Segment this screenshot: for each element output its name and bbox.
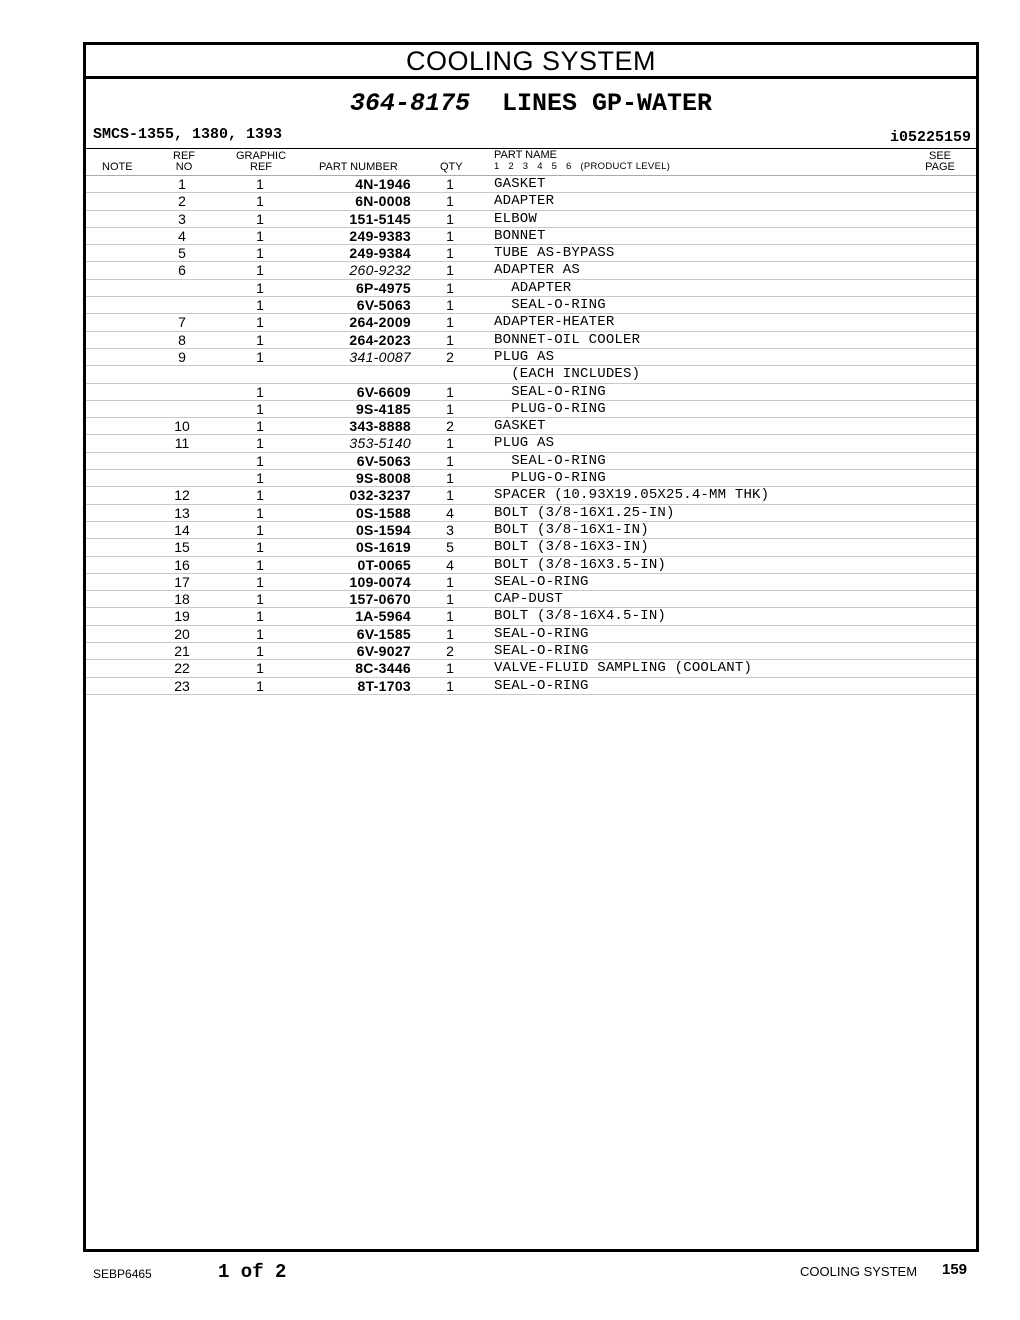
- qty: 1: [446, 262, 454, 279]
- part-number[interactable]: 6V-5063: [356, 452, 411, 469]
- part-number[interactable]: 6V-6609: [356, 383, 411, 400]
- ref-no: 10: [174, 418, 190, 435]
- part-number[interactable]: 249-9384: [349, 245, 411, 262]
- part-name: CAP-DUST: [494, 591, 563, 608]
- graphic-ref: 1: [256, 608, 264, 625]
- column-headers: [86, 149, 976, 176]
- ref-no: 6: [178, 262, 186, 279]
- part-number[interactable]: 9S-4185: [355, 400, 411, 417]
- section-title: COOLING SYSTEM: [86, 45, 976, 79]
- table-row: [86, 418, 976, 435]
- ref-no: 11: [174, 435, 190, 452]
- graphic-ref: 1: [256, 245, 264, 262]
- ref-no: 13: [174, 504, 190, 521]
- qty: 1: [446, 193, 454, 210]
- qty: 4: [446, 556, 454, 573]
- qty: 1: [446, 591, 454, 608]
- part-name: VALVE-FLUID SAMPLING (COOLANT): [494, 660, 753, 677]
- qty: 1: [446, 245, 454, 262]
- col-graphic-line1: GRAPHIC: [235, 150, 287, 162]
- part-name: SEAL-O-RING: [494, 297, 606, 314]
- graphic-ref: 1: [256, 573, 264, 590]
- table-row: [86, 366, 976, 383]
- footer-page-of: 1 of 2: [218, 1261, 287, 1283]
- table-row: [86, 608, 976, 625]
- part-name: GASKET: [494, 418, 546, 435]
- part-name: SEAL-O-RING: [494, 573, 589, 590]
- ref-no: 20: [174, 625, 190, 642]
- part-number[interactable]: 260-9232: [349, 262, 411, 279]
- part-number[interactable]: 0S-1594: [355, 521, 411, 538]
- ref-no: 1: [178, 176, 186, 192]
- graphic-ref: 1: [256, 383, 264, 400]
- qty: 1: [446, 660, 454, 677]
- part-name: BOLT (3/8-16X1-IN): [494, 521, 649, 538]
- qty: 1: [446, 314, 454, 331]
- part-name: BONNET: [494, 227, 546, 244]
- part-number[interactable]: 0S-1619: [355, 539, 411, 556]
- graphic-ref: 1: [256, 660, 264, 677]
- part-name: SEAL-O-RING: [494, 383, 606, 400]
- part-name: BOLT (3/8-16X3-IN): [494, 539, 649, 556]
- col-ref-line1: REF: [173, 150, 195, 162]
- part-number[interactable]: 109-0074: [349, 573, 411, 590]
- part-name: SPACER (10.93X19.05X25.4-MM THK): [494, 487, 770, 504]
- qty: 1: [446, 677, 454, 694]
- part-name: BONNET-OIL COOLER: [494, 331, 641, 348]
- ref-no: 7: [178, 314, 186, 331]
- graphic-ref: 1: [256, 521, 264, 538]
- graphic-ref: 1: [256, 348, 264, 365]
- ref-no: 2: [178, 193, 186, 210]
- table-row: [86, 626, 976, 643]
- part-name: BOLT (3/8-16X3.5-IN): [494, 556, 667, 573]
- col-part-name: PART NAME: [494, 149, 557, 161]
- table-row: [86, 591, 976, 608]
- table-row: [86, 539, 976, 556]
- part-number[interactable]: 249-9383: [349, 227, 411, 244]
- table-row: [86, 332, 976, 349]
- col-part-number: PART NUMBER: [319, 161, 398, 173]
- part-name: SEAL-O-RING: [494, 677, 589, 694]
- ref-no: 12: [174, 487, 190, 504]
- table-row: [86, 453, 976, 470]
- qty: 5: [446, 539, 454, 556]
- group-title: [86, 79, 976, 119]
- part-name: SEAL-O-RING: [494, 452, 606, 469]
- col-ref-line2: NO: [175, 161, 193, 173]
- qty: 1: [446, 608, 454, 625]
- qty: 1: [446, 210, 454, 227]
- part-name: SEAL-O-RING: [494, 643, 589, 660]
- table-row: [86, 280, 976, 297]
- part-number[interactable]: 9S-8008: [355, 470, 411, 487]
- ref-no: 21: [174, 643, 190, 660]
- ref-no: 5: [178, 245, 186, 262]
- graphic-ref: 1: [256, 556, 264, 573]
- ref-no: 18: [174, 591, 190, 608]
- part-name: BOLT (3/8-16X4.5-IN): [494, 608, 667, 625]
- part-name: GASKET: [494, 176, 546, 192]
- qty: 2: [446, 348, 454, 365]
- qty: 2: [446, 418, 454, 435]
- part-name: PLUG AS: [494, 435, 555, 452]
- graphic-ref: 1: [256, 452, 264, 469]
- group-number[interactable]: 364-8175: [349, 89, 470, 118]
- qty: 4: [446, 504, 454, 521]
- part-name: ADAPTER AS: [494, 262, 581, 279]
- part-name: PLUG AS: [494, 348, 555, 365]
- qty: 1: [446, 435, 454, 452]
- table-row: [86, 505, 976, 522]
- col-graphic-line2: REF: [250, 161, 272, 173]
- part-number[interactable]: 0S-1588: [355, 504, 411, 521]
- part-name: ADAPTER-HEATER: [494, 314, 615, 331]
- graphic-ref: 1: [256, 539, 264, 556]
- footer-doc-id: SEBP6465: [93, 1267, 152, 1281]
- graphic-ref: 1: [256, 677, 264, 694]
- parts-page-frame: [83, 42, 979, 1252]
- part-number[interactable]: 343-8888: [349, 418, 411, 435]
- table-row: [86, 384, 976, 401]
- part-number[interactable]: 6N-0008: [355, 193, 411, 210]
- ref-no: 19: [174, 608, 190, 625]
- part-number[interactable]: 4N-1946: [355, 176, 411, 192]
- table-row: [86, 401, 976, 418]
- graphic-ref: 1: [256, 227, 264, 244]
- page-footer: [0, 1258, 1020, 1288]
- part-number[interactable]: 6P-4975: [355, 279, 411, 296]
- qty: 1: [446, 487, 454, 504]
- table-row: [86, 487, 976, 504]
- col-note: NOTE: [102, 161, 133, 173]
- ref-no: 23: [174, 677, 190, 694]
- table-row: [86, 211, 976, 228]
- graphic-ref: 1: [256, 591, 264, 608]
- graphic-ref: 1: [256, 210, 264, 227]
- table-row: [86, 678, 976, 695]
- graphic-ref: 1: [256, 331, 264, 348]
- part-name: SEAL-O-RING: [494, 625, 589, 642]
- qty: 1: [446, 227, 454, 244]
- part-number[interactable]: 1A-5964: [355, 608, 411, 625]
- graphic-ref: 1: [256, 504, 264, 521]
- table-row: [86, 314, 976, 331]
- table-row: [86, 297, 976, 314]
- col-product-levels: 1 2 3 4 5 6 (PRODUCT LEVEL): [494, 161, 671, 172]
- ref-no: 8: [178, 331, 186, 348]
- part-name: TUBE AS-BYPASS: [494, 245, 615, 262]
- col-ref-no: [172, 151, 196, 173]
- ref-no: 9: [178, 348, 186, 365]
- table-row: [86, 349, 976, 366]
- graphic-ref: 1: [256, 400, 264, 417]
- part-name: PLUG-O-RING: [494, 470, 606, 487]
- graphic-ref: 1: [256, 314, 264, 331]
- part-number[interactable]: 341-0087: [349, 348, 411, 365]
- part-number[interactable]: 6V-1585: [356, 625, 411, 642]
- table-row: [86, 262, 976, 279]
- table-row: [86, 245, 976, 262]
- graphic-ref: 1: [256, 435, 264, 452]
- part-name: ELBOW: [494, 210, 538, 227]
- qty: 1: [446, 176, 454, 192]
- part-number[interactable]: 264-2023: [349, 331, 411, 348]
- part-number[interactable]: 151-5145: [349, 210, 411, 227]
- ref-no: 4: [178, 227, 186, 244]
- part-number[interactable]: 264-2009: [349, 314, 411, 331]
- ref-no: 3: [178, 210, 186, 227]
- part-number[interactable]: 6V-5063: [356, 297, 411, 314]
- qty: 1: [446, 331, 454, 348]
- graphic-ref: 1: [256, 279, 264, 296]
- ref-no: 15: [174, 539, 190, 556]
- graphic-ref: 1: [256, 625, 264, 642]
- graphic-ref: 1: [256, 193, 264, 210]
- table-row: [86, 557, 976, 574]
- col-see-page: [920, 151, 960, 173]
- graphic-ref: 1: [256, 487, 264, 504]
- qty: 3: [446, 521, 454, 538]
- part-number[interactable]: 157-0670: [349, 591, 411, 608]
- ref-no: 16: [174, 556, 190, 573]
- table-row: [86, 574, 976, 591]
- ref-no: 22: [174, 660, 190, 677]
- illustration-id: i05225159: [889, 129, 971, 146]
- qty: 1: [446, 470, 454, 487]
- table-row: [86, 643, 976, 660]
- part-number[interactable]: 032-3237: [349, 487, 411, 504]
- col-qty: QTY: [440, 161, 463, 173]
- graphic-ref: 1: [256, 643, 264, 660]
- qty: 1: [446, 625, 454, 642]
- graphic-ref: 1: [256, 262, 264, 279]
- part-name: PLUG-O-RING: [494, 400, 606, 417]
- ref-no: 17: [174, 573, 190, 590]
- footer-section: COOLING SYSTEM: [800, 1264, 918, 1279]
- parts-table-body: [86, 176, 976, 695]
- group-meta: [86, 119, 976, 149]
- part-name: BOLT (3/8-16X1.25-IN): [494, 504, 675, 521]
- table-row: [86, 193, 976, 210]
- qty: 1: [446, 383, 454, 400]
- smcs-codes: SMCS-1355, 1380, 1393: [93, 126, 283, 143]
- table-row: [86, 660, 976, 677]
- part-name: ADAPTER: [494, 279, 572, 296]
- qty: 1: [446, 297, 454, 314]
- qty: 1: [446, 400, 454, 417]
- table-row: [86, 435, 976, 452]
- footer-page-number: 159: [942, 1261, 968, 1278]
- col-see-line2: PAGE: [925, 161, 955, 173]
- part-name: (EACH INCLUDES): [494, 366, 641, 383]
- qty: 1: [446, 279, 454, 296]
- graphic-ref: 1: [256, 418, 264, 435]
- table-row: [86, 228, 976, 245]
- qty: 1: [446, 573, 454, 590]
- group-name: LINES GP-WATER: [501, 89, 713, 118]
- graphic-ref: 1: [256, 470, 264, 487]
- graphic-ref: 1: [256, 176, 264, 192]
- part-number[interactable]: 6V-9027: [356, 643, 411, 660]
- table-row: [86, 176, 976, 193]
- qty: 2: [446, 643, 454, 660]
- ref-no: 14: [174, 521, 190, 538]
- col-see-line1: SEE: [928, 150, 951, 162]
- graphic-ref: 1: [256, 297, 264, 314]
- col-graphic-ref: [232, 151, 290, 173]
- table-row: [86, 522, 976, 539]
- part-number[interactable]: 0T-0065: [357, 556, 411, 573]
- part-number[interactable]: 353-5140: [349, 435, 411, 452]
- table-row: [86, 470, 976, 487]
- part-number[interactable]: 8C-3446: [355, 660, 411, 677]
- part-name: ADAPTER: [494, 193, 555, 210]
- part-number[interactable]: 8T-1703: [357, 677, 411, 694]
- qty: 1: [446, 452, 454, 469]
